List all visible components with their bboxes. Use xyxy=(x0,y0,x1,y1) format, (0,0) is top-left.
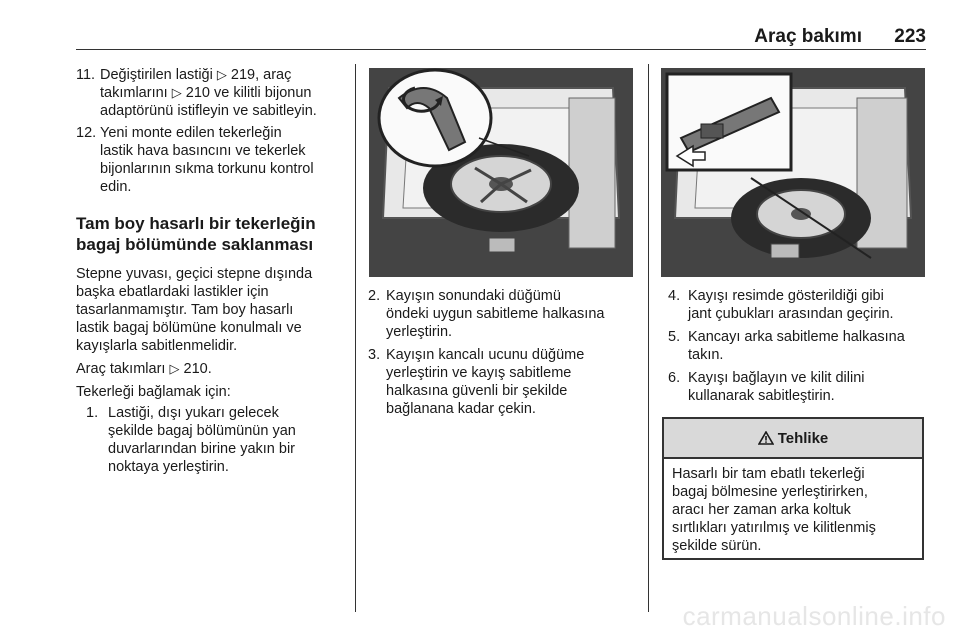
text-line: Hasarlı bir tam ebatlı tekerleği xyxy=(672,466,865,482)
step-11 xyxy=(76,66,346,120)
figure-illustration xyxy=(661,68,925,277)
step-text xyxy=(108,404,346,476)
text-line: duvarlarından birine yakın bir xyxy=(108,441,295,457)
text-line: 210 ve kilitli bijonun xyxy=(185,85,312,101)
step-number: 3. xyxy=(368,347,381,363)
step-2 xyxy=(368,287,644,341)
step-number: 4. xyxy=(668,288,681,304)
step-text xyxy=(688,369,930,405)
text-line: jant çubukları arasından geçirin. xyxy=(688,306,894,322)
text-line: takın. xyxy=(688,347,724,363)
text-line: bijonlarının sıkma torkunu kontrol xyxy=(100,161,314,177)
heading-line: Tam boy hasarlı bir tekerleğin xyxy=(76,214,316,233)
warning-text xyxy=(664,459,922,561)
text-line: sırtlıkları yatırılmış ve kilitlenmiş xyxy=(672,520,876,536)
step-5 xyxy=(668,328,930,364)
text-line: yerleştirin. xyxy=(386,324,453,340)
watermark: carmanualsonline.info xyxy=(682,601,946,631)
column-1 xyxy=(76,66,346,476)
instruction-lead: Tekerleği bağlamak için: xyxy=(76,384,231,400)
page-header xyxy=(76,22,926,50)
step-3 xyxy=(368,346,644,418)
text-line: kullanarak sabitleştirin. xyxy=(688,388,835,404)
reference-arrow-icon: ▷ xyxy=(171,85,182,100)
column-divider-2 xyxy=(648,64,649,612)
text-line: tasarlanmamıştır. Tam boy hasarlı xyxy=(76,302,294,318)
step-number: 1. xyxy=(86,405,99,421)
step-text xyxy=(100,66,346,120)
step-6 xyxy=(668,369,930,405)
step-number: 12. xyxy=(76,125,97,141)
reference-arrow-icon: ▷ xyxy=(169,361,180,376)
figure-strap-knot xyxy=(369,68,633,277)
reference-arrow-icon: ▷ xyxy=(216,67,227,82)
text-line: bagaj bölmesine yerleştirirken, xyxy=(672,484,868,500)
text-line: Kancayı arka sabitleme halkasına xyxy=(688,329,905,345)
text-line: yerleştirin ve kayış sabitleme xyxy=(386,365,572,381)
warning-title: Tehlike xyxy=(777,429,829,447)
text-line: aracı her zaman arka koltuk xyxy=(672,502,851,518)
text-line: Kayışın kancalı ucunu düğüme xyxy=(386,347,585,363)
warning-header xyxy=(664,419,922,459)
step-text xyxy=(386,346,644,418)
text-line: halkasına güvenli bir şekilde xyxy=(386,383,568,399)
tools-reference xyxy=(76,360,346,378)
step-number: 6. xyxy=(668,370,681,386)
text-line: takımlarını xyxy=(100,85,168,101)
step-text xyxy=(386,287,644,341)
text-line: Kayışın sonundaki düğümü xyxy=(386,288,561,304)
text-line: başka ebatlardaki lastikler için xyxy=(76,284,269,300)
column-3 xyxy=(668,287,930,405)
text-line: Araç takımları xyxy=(76,361,166,377)
text-line: bağlanana kadar çekin. xyxy=(386,401,536,417)
text-line: Stepne yuvası, geçici stepne dışında xyxy=(76,266,313,282)
text-line: edin. xyxy=(100,179,132,195)
step-text xyxy=(100,124,346,196)
text-line: Kayışı bağlayın ve kilit dilini xyxy=(688,370,865,386)
step-4 xyxy=(668,287,930,323)
step-number: 2. xyxy=(368,288,381,304)
column-divider-1 xyxy=(355,64,356,612)
page-reference: 210. xyxy=(183,361,212,377)
text-line: Kayışı resimde gösterildiği gibi xyxy=(688,288,884,304)
figure-strap-routing xyxy=(661,68,925,277)
text-line: lastik hava basıncını ve tekerlek xyxy=(100,143,306,159)
text-line: kayışlarla sabitlenmelidir. xyxy=(76,338,238,354)
text-line: noktaya yerleştirin. xyxy=(108,459,229,475)
text-line: Değiştirilen lastiği xyxy=(100,67,213,83)
warning-box xyxy=(662,417,924,560)
text-line: şekilde bagaj bölümünün yan xyxy=(108,423,296,439)
intro-paragraph xyxy=(76,265,346,355)
column-2 xyxy=(368,287,644,418)
step-number: 5. xyxy=(668,329,681,345)
warning-triangle-icon xyxy=(758,431,774,445)
step-12 xyxy=(76,124,346,196)
step-text xyxy=(688,287,930,323)
heading-line: bagaj bölümünde saklanması xyxy=(76,235,314,254)
step-number: 11. xyxy=(76,67,96,83)
figure-illustration xyxy=(369,68,633,277)
page-number: 223 xyxy=(894,26,926,47)
section-heading xyxy=(76,213,346,255)
text-line: Lastiği, dışı yukarı gelecek xyxy=(108,405,279,421)
text-line: adaptörünü istifleyin ve sabitleyin. xyxy=(100,103,317,119)
text-line: şekilde sürün. xyxy=(672,538,762,554)
step-1 xyxy=(86,404,346,476)
text-line: lastik bagaj bölümüne konulmalı ve xyxy=(76,320,302,336)
section-title: Araç bakımı xyxy=(754,26,862,47)
header-rule xyxy=(76,49,926,50)
text-line: Yeni monte edilen tekerleğin xyxy=(100,125,282,141)
text-line: 219, araç xyxy=(230,67,292,83)
text-line: öndeki uygun sabitleme halkasına xyxy=(386,306,605,322)
step-text xyxy=(688,328,930,364)
